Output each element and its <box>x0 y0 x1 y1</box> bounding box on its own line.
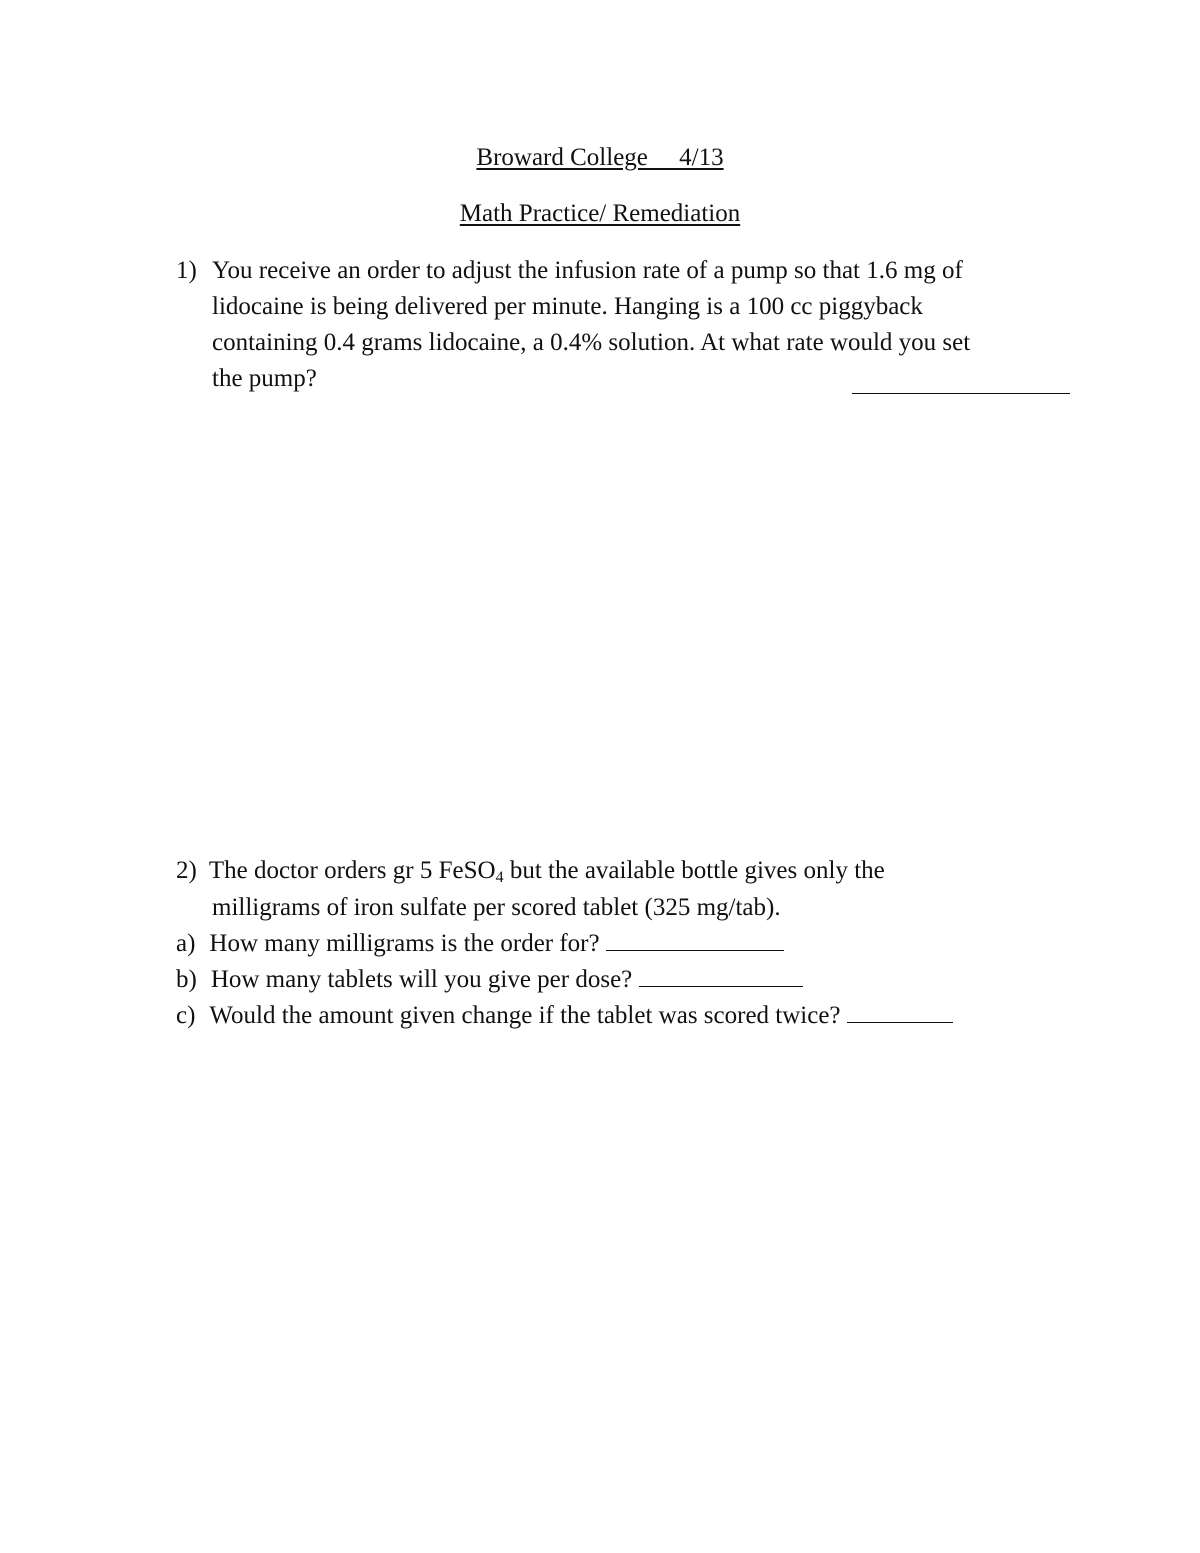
part-c-answer-blank[interactable] <box>847 1000 953 1023</box>
part-c-label: c) <box>176 1002 196 1029</box>
question-2-line-2: milligrams of iron sulfate per scored tablet (325 mg/tab). <box>212 894 781 921</box>
question-2-line-1 <box>176 853 885 889</box>
page-subtitle: Math Practice/ Remediation <box>459 200 741 227</box>
question-2-part-b <box>176 962 803 998</box>
part-b-text: How many tablets will you give per dose? <box>210 966 633 993</box>
formula-subscript: 4 <box>495 869 504 886</box>
part-b-label: b) <box>176 966 197 993</box>
part-a-answer-blank[interactable] <box>606 928 784 951</box>
part-a-text: How many milligrams is the order for? <box>209 930 600 957</box>
question-2-number: 2) <box>176 857 197 884</box>
question-1 <box>176 253 1056 403</box>
question-1-line: the pump? <box>212 365 317 392</box>
part-a-label: a) <box>176 930 196 957</box>
question-2-text-start: The doctor orders gr 5 FeSO <box>208 857 496 884</box>
question-1-text <box>212 253 1057 397</box>
part-c-text: Would the amount given change if the tablet was scored twice? <box>209 1002 841 1029</box>
question-1-number: 1) <box>176 257 197 284</box>
question-2-text-end: but the available bottle gives only the <box>503 857 885 884</box>
question-1-line: You receive an order to adjust the infusion rate of a pump so that 1.6 mg of <box>212 257 963 284</box>
question-1-answer-blank[interactable] <box>852 371 1070 394</box>
question-2-part-c <box>176 998 953 1034</box>
question-1-line: lidocaine is being delivered per minute. Hanging is a 100 cc piggyback <box>212 293 923 320</box>
question-2-part-a <box>176 926 784 962</box>
part-b-answer-blank[interactable] <box>639 964 803 987</box>
page-title: Broward College 4/13 <box>476 144 724 171</box>
question-1-line: containing 0.4 grams lidocaine, a 0.4% solution. At what rate would you set <box>212 329 971 356</box>
